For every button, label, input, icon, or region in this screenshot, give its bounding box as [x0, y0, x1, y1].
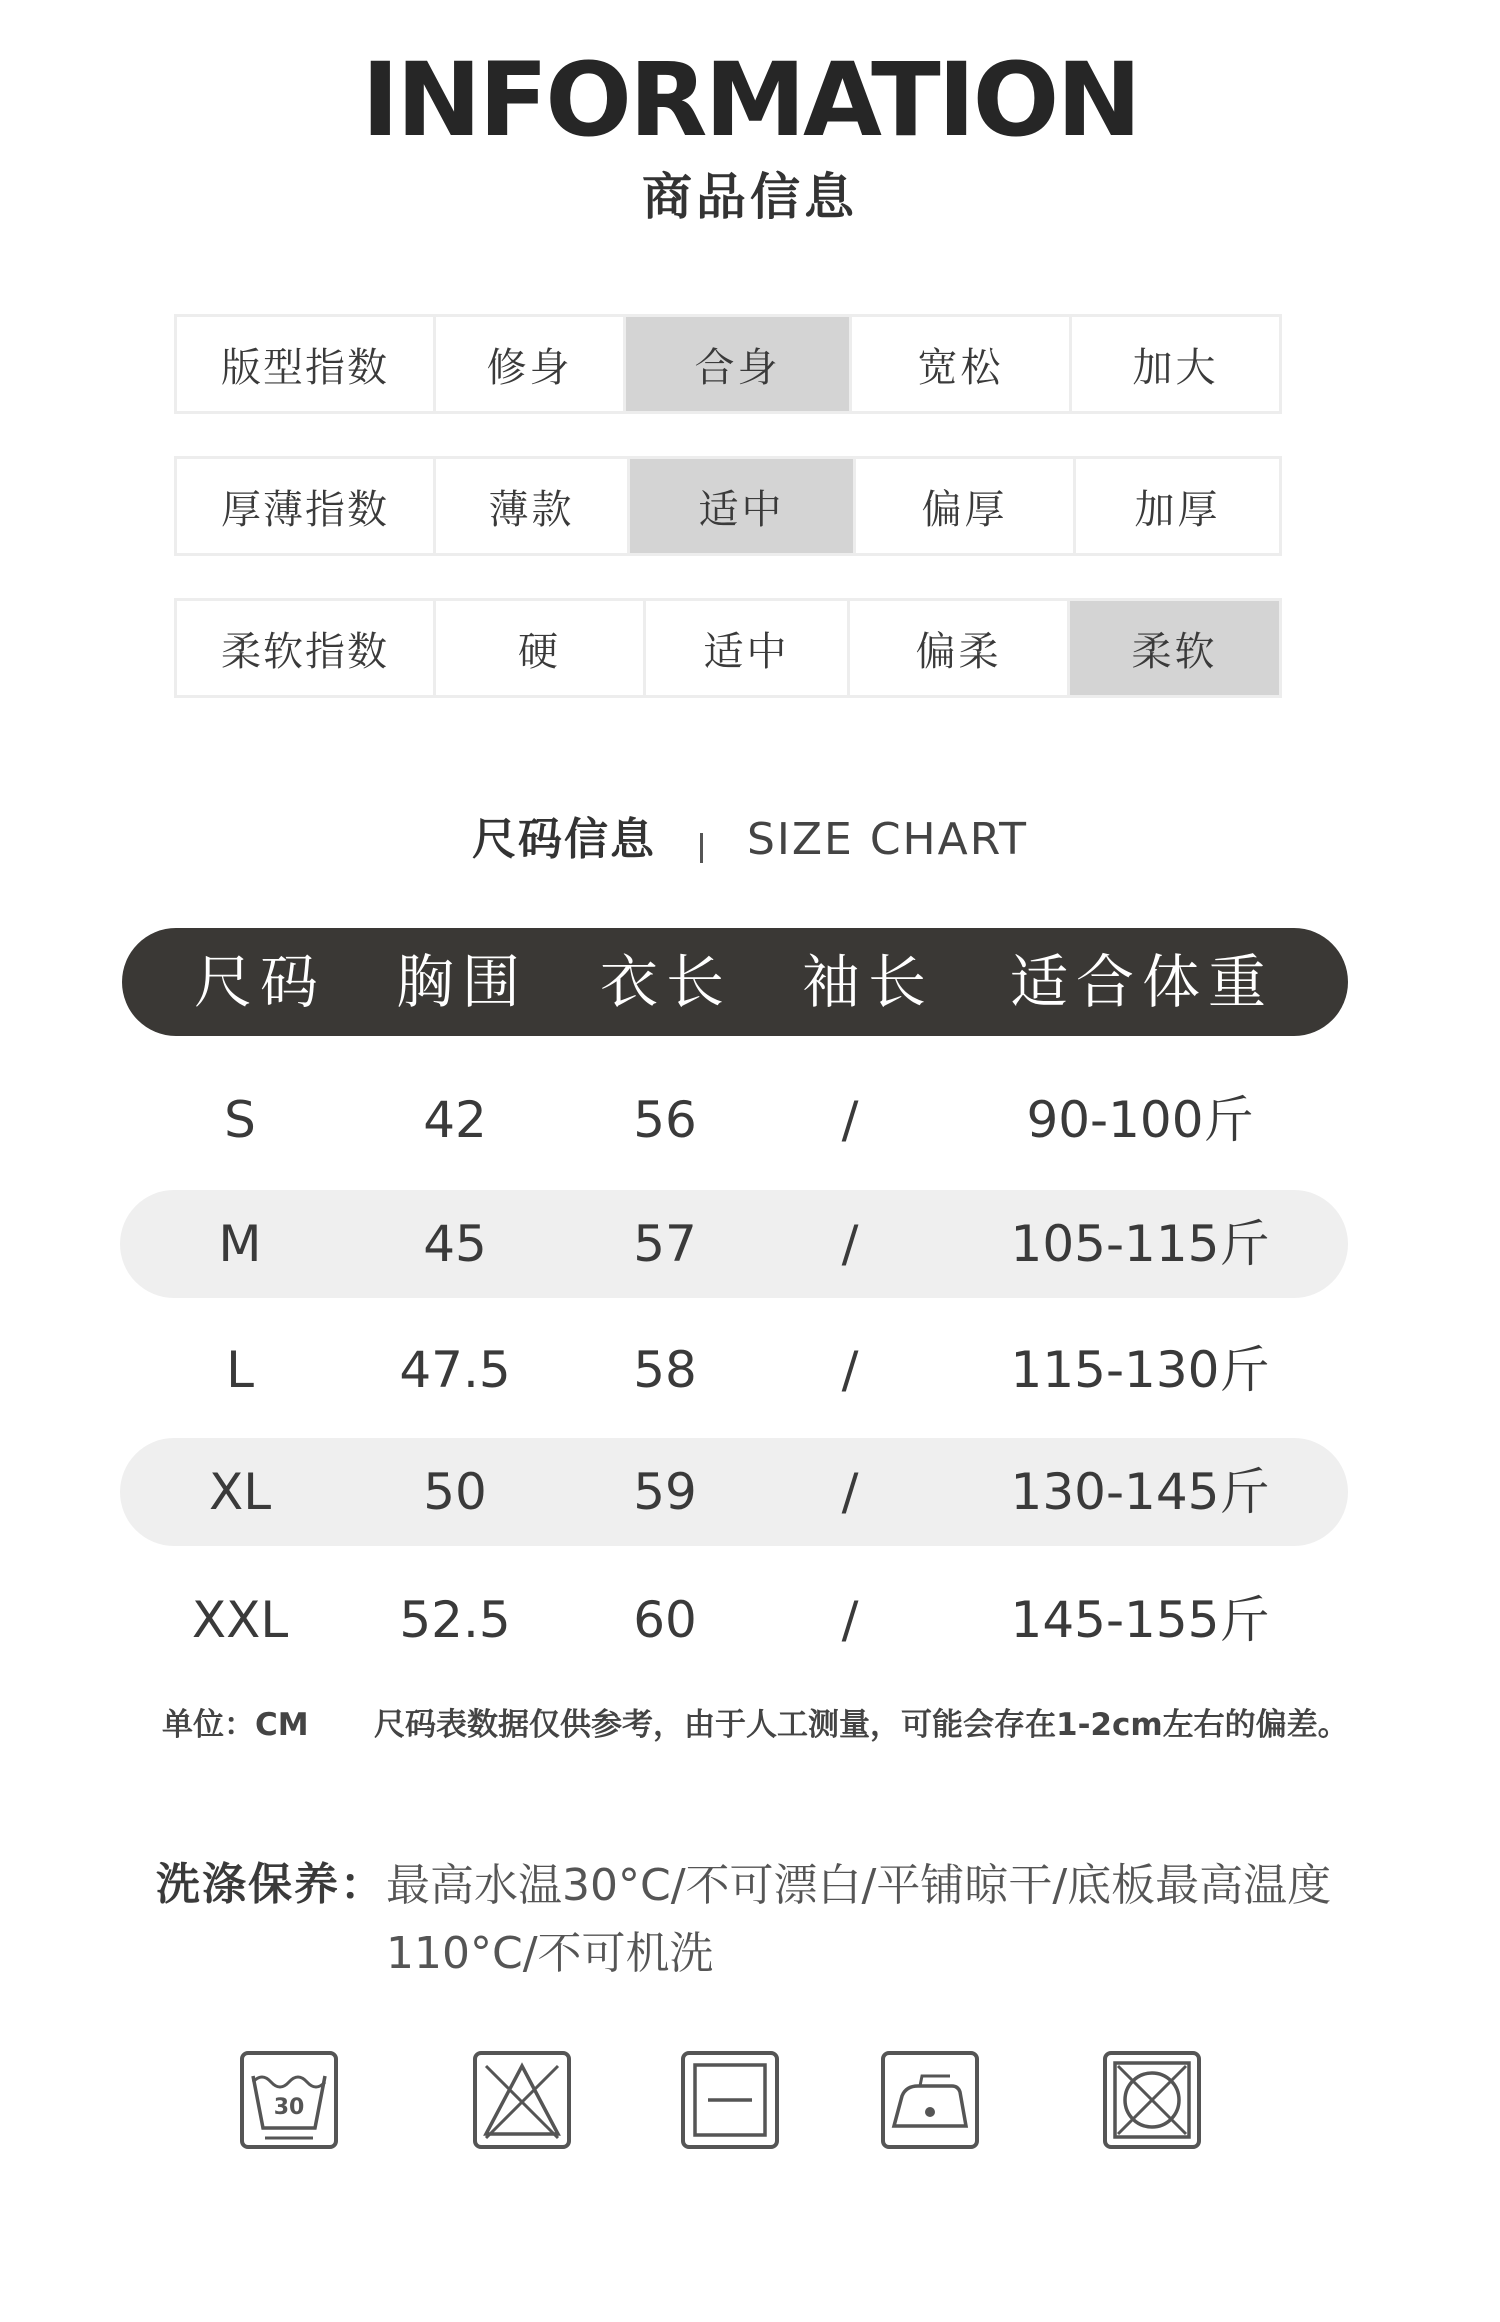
- column-header-size: 尺码: [193, 948, 326, 1016]
- index-label: 版型指数: [221, 344, 389, 391]
- cell-length: 59: [633, 1463, 697, 1521]
- index-option: 硬: [433, 601, 643, 695]
- cell-chest: 52.5: [399, 1591, 511, 1649]
- size-chart-heading: [0, 810, 1500, 879]
- fit-index-row: [174, 314, 1282, 414]
- column-header-chest: 胸围: [395, 948, 528, 1016]
- index-option-selected: 柔软: [1067, 601, 1279, 695]
- cell-sleeve: /: [841, 1591, 859, 1649]
- cell-chest: 50: [423, 1463, 487, 1521]
- cell-weight: 130-145斤: [1010, 1463, 1270, 1521]
- cell-length: 58: [633, 1341, 697, 1399]
- index-label: 厚薄指数: [221, 486, 389, 533]
- wash-30-icon: [239, 2050, 339, 2150]
- page-title: INFORMATION: [361, 41, 1139, 160]
- cell-length: 60: [633, 1591, 697, 1649]
- size-table-header: [122, 928, 1348, 1036]
- cell-size: L: [226, 1341, 254, 1399]
- care-instructions: 最高水温30°C/不可漂白/平铺晾干/底板最高温度110°C/不可机洗: [386, 1860, 1332, 1979]
- no-machine-wash-icon: [1102, 2050, 1202, 2150]
- cell-size: S: [224, 1091, 256, 1149]
- thickness-index-row: [174, 456, 1282, 556]
- index-option: 加大: [1069, 317, 1279, 411]
- measurement-disclaimer: 尺码表数据仅供参考，由于人工测量，可能会存在1-2cm左右的偏差。: [374, 1707, 1349, 1743]
- care-label: 洗涤保养：: [156, 1859, 386, 1910]
- no-bleach-icon: [472, 2050, 572, 2150]
- size-chart-heading-cn: 尺码信息: [472, 814, 656, 865]
- cell-weight: 105-115斤: [1010, 1215, 1270, 1273]
- cell-size: M: [218, 1215, 262, 1273]
- size-chart-heading-en: SIZE CHART: [747, 814, 1028, 865]
- index-option-selected: 合身: [623, 317, 849, 411]
- column-header-length: 衣长: [599, 948, 732, 1016]
- index-option: 修身: [433, 317, 623, 411]
- page-subtitle: 商品信息: [642, 168, 858, 226]
- index-option-selected: 适中: [627, 459, 853, 553]
- softness-index-row: [174, 598, 1282, 698]
- iron-medium-icon: [880, 2050, 980, 2150]
- index-option: 加厚: [1073, 459, 1279, 553]
- heading-divider: [700, 833, 703, 863]
- column-header-weight: 适合体重: [1009, 948, 1274, 1016]
- cell-weight: 145-155斤: [1010, 1591, 1270, 1649]
- cell-weight: 90-100斤: [1026, 1091, 1254, 1149]
- cell-size: XL: [208, 1463, 272, 1521]
- cell-sleeve: /: [841, 1215, 859, 1273]
- cell-length: 57: [633, 1215, 697, 1273]
- index-option: 偏厚: [853, 459, 1073, 553]
- cell-sleeve: /: [841, 1341, 859, 1399]
- wash-temp-text: 30: [273, 2095, 305, 2120]
- index-option: 宽松: [849, 317, 1069, 411]
- cell-length: 56: [633, 1091, 697, 1149]
- column-header-sleeve: 袖长: [801, 948, 934, 1016]
- cell-sleeve: /: [841, 1463, 859, 1521]
- cell-chest: 45: [423, 1215, 487, 1273]
- cell-sleeve: /: [841, 1091, 859, 1149]
- index-option: 适中: [643, 601, 847, 695]
- dry-flat-icon: [680, 2050, 780, 2150]
- cell-chest: 42: [423, 1091, 487, 1149]
- index-label: 柔软指数: [221, 628, 389, 675]
- unit-note: 单位：CM: [162, 1707, 309, 1743]
- cell-weight: 115-130斤: [1010, 1341, 1270, 1399]
- cell-size: XXL: [191, 1591, 289, 1649]
- cell-chest: 47.5: [399, 1341, 511, 1399]
- index-option: 薄款: [433, 459, 627, 553]
- index-option: 偏柔: [847, 601, 1067, 695]
